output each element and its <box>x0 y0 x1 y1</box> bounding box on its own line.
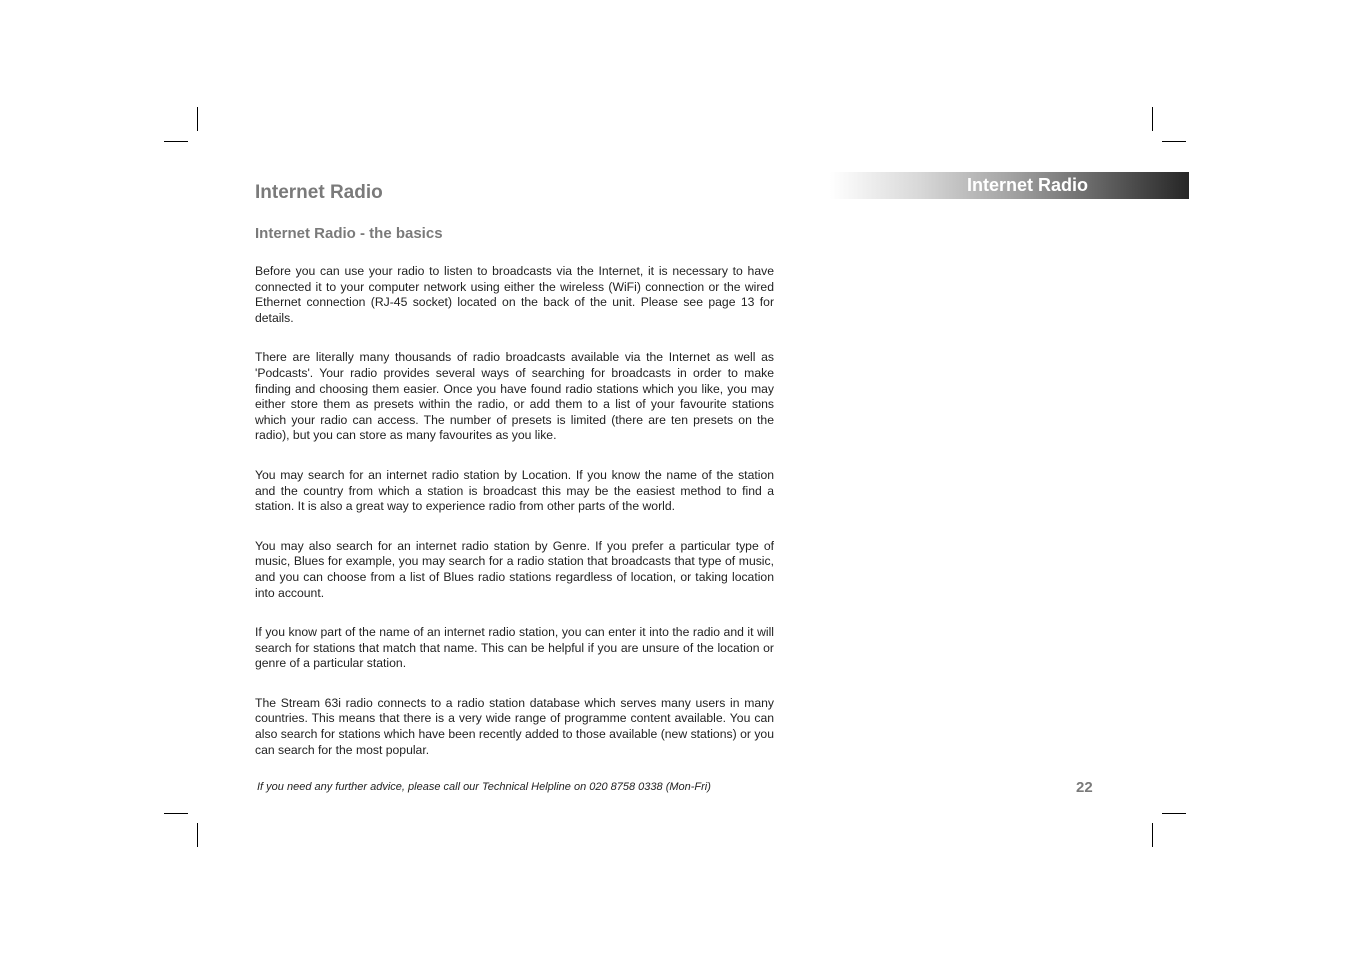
paragraph-network-requirement: Before you can use your radio to listen to broadcasts via the Internet, it is necessary to have connected it to your computer network using either the wireless (WiFi) connection or the wired Ethernet connection (RJ-45 socket) located on the back of the unit. Please see page 13 for details. <box>255 264 774 325</box>
crop-mark-top-left-horizontal <box>164 141 188 142</box>
section-tab-banner <box>830 172 1189 199</box>
crop-mark-bottom-right-horizontal <box>1162 813 1186 814</box>
paragraph-search-by-name: If you know part of the name of an internet radio station, you can enter it into the radio and it will search for stations that match that name. This can be helpful if you are unsure of the location or genre of a particular station. <box>255 625 774 671</box>
page-number: 22 <box>1076 779 1093 796</box>
crop-mark-top-right-vertical <box>1152 107 1153 131</box>
section-tab-title: Internet Radio <box>967 175 1089 195</box>
crop-mark-bottom-left-vertical <box>197 823 198 847</box>
crop-mark-bottom-right-vertical <box>1152 823 1153 847</box>
crop-mark-bottom-left-horizontal <box>164 813 188 814</box>
paragraph-search-by-location: You may search for an internet radio station by Location. If you know the name of the station and the country from which a station is broadcast this may be the easiest method to find a station. It is also a great way to experience radio from other parts of the world. <box>255 467 774 514</box>
section-heading: Internet Radio - the basics <box>255 225 443 242</box>
paragraph-station-database: The Stream 63i radio connects to a radio station database which serves many users in many countries. This means that there is a very wide range of programme content available. You can also search for stations which have been recently added to those available (new stations) or you can search for the most popular. <box>255 695 774 757</box>
crop-mark-top-left-vertical <box>197 107 198 131</box>
paragraph-broadcasts-and-presets: There are literally many thousands of radio broadcasts available via the Internet as well as 'Podcasts'. Your radio provides several ways of searching for broadcasts in order to make finding and choosing them easier. Once you have found radio stations which you like, you may either store them as presets within the radio, or add them to a list of your favourite stations which your radio can access. The number of presets is limited (there are ten presets on the radio), but you can store as many favourites as you like. <box>255 350 774 443</box>
body-text <box>255 264 774 782</box>
page-title: Internet Radio <box>255 182 383 203</box>
crop-mark-top-right-horizontal <box>1162 141 1186 142</box>
paragraph-search-by-genre: You may also search for an internet radio station by Genre. If you prefer a particular type of music, Blues for example, you may search for a radio station that broadcasts that type of music, and you can choose from a list of Blues radio stations regardless of location, or taking location into account. <box>255 538 774 600</box>
helpline-footer-note: If you need any further advice, please call our Technical Helpline on 020 8758 0338 (Mon-Fri) <box>257 781 711 793</box>
